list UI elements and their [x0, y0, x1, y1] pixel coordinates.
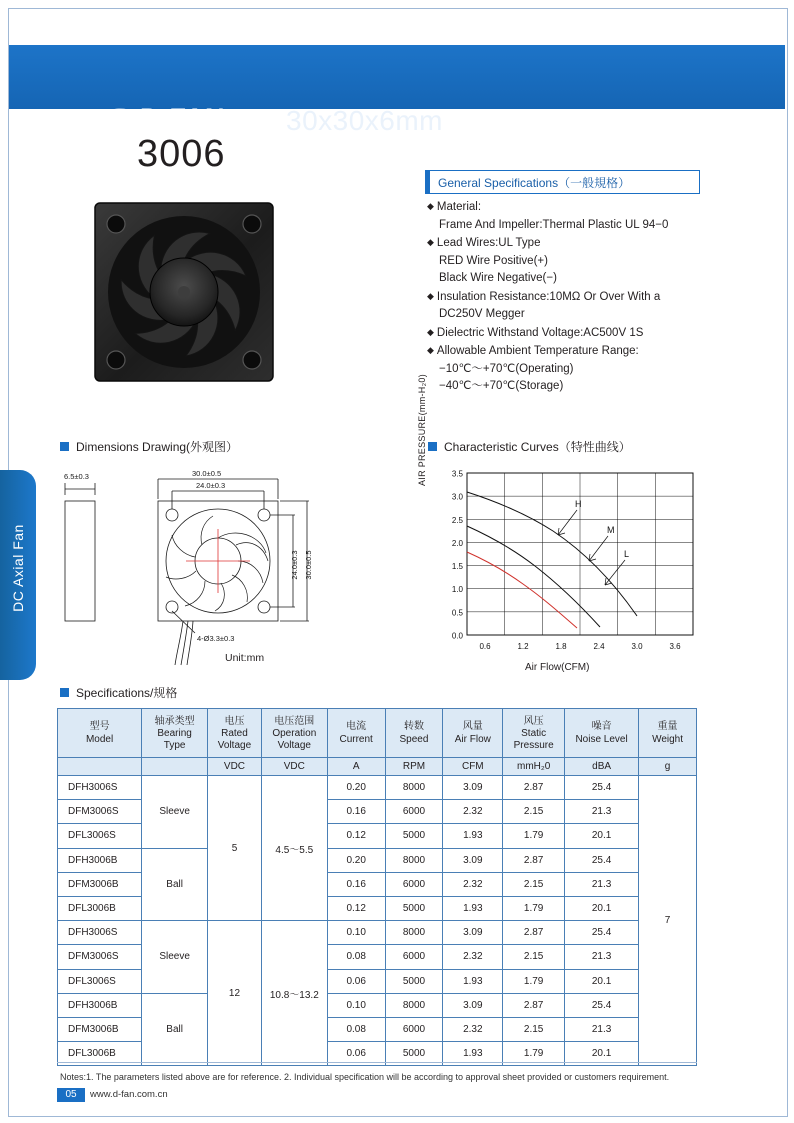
bullet-diamond-icon: ◆	[427, 237, 434, 247]
chart-x-axis-label: Air Flow(CFM)	[525, 662, 590, 673]
svg-text:1.5: 1.5	[451, 562, 463, 572]
col-header-airflow	[443, 709, 503, 758]
cell-noise: 21.3	[565, 872, 639, 896]
spec-item: −40℃～+70℃(Storage)	[439, 380, 564, 392]
cell-airflow: 2.32	[443, 800, 503, 824]
cell-noise: 21.3	[565, 945, 639, 969]
cell-current: 0.20	[327, 848, 385, 872]
svg-text:0.6: 0.6	[479, 642, 491, 651]
cell-airflow: 2.32	[443, 872, 503, 896]
dim-inner-height-label: 24.0±0.3	[290, 550, 299, 580]
svg-text:0.5: 0.5	[451, 608, 463, 618]
curve-label-h: H	[575, 499, 582, 509]
col-header-pressure-cn: 风压	[523, 715, 544, 727]
general-specifications-header	[425, 170, 700, 194]
cell-weight: 7	[639, 776, 697, 1066]
cell-pressure: 2.15	[503, 872, 565, 896]
col-header-weight-cn: 重量	[657, 721, 678, 732]
col-header-speed-en: Speed	[399, 734, 429, 745]
unit-voltage: VDC	[208, 758, 262, 776]
cell-airflow: 1.93	[443, 824, 503, 848]
cell-noise: 20.1	[565, 969, 639, 993]
cell-current: 0.08	[327, 1017, 385, 1041]
page-header	[9, 45, 785, 136]
dim-outer-height-label: 30.0±0.5	[304, 550, 313, 580]
svg-text:3.6: 3.6	[669, 642, 681, 651]
col-header-noise-cn: 噪音	[591, 721, 612, 732]
unit-operation-voltage: VDC	[261, 758, 327, 776]
page-title: 3006	[137, 133, 226, 175]
svg-text:2.5: 2.5	[451, 515, 463, 525]
cell-noise: 21.3	[565, 1017, 639, 1041]
cell-model: DFH3006B	[58, 848, 142, 872]
spec-item: RED Wire Positive(+)	[439, 254, 548, 267]
chart-y-axis-label: AIR PRESSURE(mm-H₂0)	[417, 374, 427, 487]
cell-bearing: Sleeve	[142, 776, 208, 849]
col-header-speed	[385, 709, 443, 758]
bullet-diamond-icon: ◆	[427, 290, 434, 301]
cell-current: 0.16	[327, 800, 385, 824]
unit-current: A	[327, 758, 385, 776]
cell-airflow: 3.09	[443, 776, 503, 800]
spec-item: Dielectric Withstand Voltage:AC500V 1S	[436, 326, 644, 339]
svg-text:1.2: 1.2	[517, 642, 529, 651]
cell-model: DFL3006B	[58, 1042, 142, 1066]
cell-model: DFM3006S	[58, 800, 142, 824]
spec-item: Black Wire Negative(−)	[439, 272, 557, 284]
cell-speed: 8000	[385, 776, 443, 800]
header-product-size: 30x30x6mm	[286, 105, 444, 136]
col-header-noise	[565, 709, 639, 758]
fan-swoosh-icon	[94, 106, 136, 132]
cell-noise: 25.4	[565, 848, 639, 872]
cell-pressure: 2.87	[503, 848, 565, 872]
cell-model: DFM3006B	[58, 1017, 142, 1041]
section-title: Specifications/规格	[76, 686, 178, 700]
table-row	[58, 921, 697, 945]
spec-item: Insulation Resistance:10MΩ Or Over With a	[436, 290, 661, 303]
cell-model: DFL3006S	[58, 824, 142, 848]
svg-text:2.0: 2.0	[451, 538, 463, 548]
svg-text:1.8: 1.8	[555, 642, 567, 651]
cell-current: 0.12	[327, 896, 385, 920]
cell-pressure: 1.79	[503, 1042, 565, 1066]
unit-airflow: CFM	[443, 758, 503, 776]
svg-text:0.0: 0.0	[451, 631, 463, 641]
col-header-voltage-cn: 电压	[224, 715, 245, 727]
cell-current: 0.06	[327, 969, 385, 993]
col-header-weight	[639, 709, 697, 758]
cell-model: DFM3006B	[58, 872, 142, 896]
cell-voltage: 12	[208, 921, 262, 1066]
col-header-weight-en: Weight	[652, 734, 684, 745]
col-header-speed-cn: 转数	[403, 721, 424, 732]
specifications-table	[57, 708, 697, 1066]
col-header-current-cn: 电流	[346, 721, 367, 732]
cell-operation-voltage: 4.5～5.5	[261, 776, 327, 921]
cell-noise: 20.1	[565, 1042, 639, 1066]
cell-current: 0.10	[327, 993, 385, 1017]
cell-current: 0.20	[327, 776, 385, 800]
brand-name: D-FAN	[140, 103, 225, 133]
square-bullet-icon	[60, 442, 69, 451]
cell-speed: 8000	[385, 921, 443, 945]
dim-inner-width-label: 24.0±0.3	[196, 481, 226, 490]
cell-noise: 25.4	[565, 921, 639, 945]
cell-speed: 6000	[385, 872, 443, 896]
col-header-bearing-cn: 轴承类型	[154, 715, 195, 727]
header-accent-bar	[426, 171, 430, 193]
col-header-pressure: 风压 Static Pressure	[503, 709, 565, 758]
square-bullet-icon	[60, 688, 69, 697]
cell-bearing: Sleeve	[142, 921, 208, 994]
cell-model: DFL3006S	[58, 969, 142, 993]
characteristic-curves-chart	[425, 465, 715, 680]
section-heading-specifications	[60, 684, 177, 701]
general-specifications-title: General Specifications（一般規格）	[438, 175, 631, 190]
bullet-diamond-icon: ◆	[427, 345, 434, 355]
brand-logo	[94, 103, 225, 134]
cell-airflow: 3.09	[443, 921, 503, 945]
svg-text:1.0: 1.0	[451, 585, 463, 595]
section-title: Dimensions Drawing(外观图）	[76, 440, 239, 454]
unit-bearing	[142, 758, 208, 776]
col-header-model-cn: 型号	[89, 721, 110, 732]
section-title: Characteristic Curves（特性曲线）	[444, 440, 631, 454]
svg-text:2.4: 2.4	[593, 642, 605, 651]
footer-notes: Notes:1. The parameters listed above are for reference. 2. Individual specification will be according to approval sheet provided or customers requirement.	[60, 1072, 670, 1082]
svg-text:3.0: 3.0	[631, 642, 643, 651]
cell-current: 0.08	[327, 945, 385, 969]
section-heading-curves	[428, 438, 631, 455]
dimensions-drawing	[55, 465, 385, 680]
col-header-model	[58, 709, 142, 758]
spec-item: −10℃～+70℃(Operating)	[439, 362, 574, 375]
unit-speed: RPM	[385, 758, 443, 776]
col-header-current-en: Current	[339, 734, 373, 745]
spec-item: Material:	[436, 201, 482, 213]
cell-airflow: 1.93	[443, 969, 503, 993]
cell-voltage: 5	[208, 776, 262, 921]
cell-speed: 6000	[385, 800, 443, 824]
cell-noise: 25.4	[565, 993, 639, 1017]
cell-pressure: 2.87	[503, 921, 565, 945]
cell-airflow: 2.32	[443, 1017, 503, 1041]
square-bullet-icon	[428, 442, 437, 451]
unit-weight: g	[639, 758, 697, 776]
cell-pressure: 1.79	[503, 969, 565, 993]
cell-model: DFH3006B	[58, 993, 142, 1017]
cell-speed: 5000	[385, 824, 443, 848]
cell-model: DFH3006S	[58, 776, 142, 800]
cell-speed: 5000	[385, 969, 443, 993]
col-header-operation-voltage: 电压范围 Operation Voltage	[261, 709, 327, 758]
cell-speed: 8000	[385, 848, 443, 872]
cell-speed: 5000	[385, 1042, 443, 1066]
table-row	[58, 776, 697, 800]
unit-pressure: mmH₂0	[503, 758, 565, 776]
general-specifications-list	[427, 198, 727, 396]
table-row	[58, 848, 697, 872]
cell-speed: 6000	[385, 1017, 443, 1041]
cell-noise: 20.1	[565, 824, 639, 848]
cell-speed: 8000	[385, 993, 443, 1017]
bullet-diamond-icon: ◆	[427, 201, 434, 211]
page-number-badge: 05	[57, 1088, 85, 1102]
cell-current: 0.06	[327, 1042, 385, 1066]
svg-text:3.0: 3.0	[451, 492, 463, 502]
col-header-noise-en: Noise Level	[575, 734, 628, 745]
cell-airflow: 3.09	[443, 993, 503, 1017]
dim-thickness-label: 6.5±0.3	[64, 472, 89, 481]
cell-model: DFL3006B	[58, 896, 142, 920]
dim-outer-width-label: 30.0±0.5	[192, 469, 222, 478]
cell-airflow: 2.32	[443, 945, 503, 969]
cell-pressure: 2.15	[503, 945, 565, 969]
cell-airflow: 3.09	[443, 848, 503, 872]
cell-current: 0.12	[327, 824, 385, 848]
section-heading-dimensions	[60, 438, 238, 455]
header-product-type: DC Axial Fan	[474, 114, 574, 133]
cell-bearing: Ball	[142, 848, 208, 921]
col-header-opvoltage-cn: 电压范围	[274, 715, 315, 727]
spec-item: Frame And Impeller:Thermal Plastic UL 94−0	[439, 218, 669, 231]
spec-item: Lead Wires:UL Type	[436, 237, 541, 249]
cell-model: DFM3006S	[58, 945, 142, 969]
curve-label-l: L	[624, 549, 630, 559]
footer-divider	[57, 1062, 697, 1063]
cell-pressure: 2.87	[503, 993, 565, 1017]
cell-current: 0.10	[327, 921, 385, 945]
spec-item: Allowable Ambient Temperature Range:	[436, 345, 639, 357]
col-header-voltage: 电压 Rated Voltage	[208, 709, 262, 758]
cell-current: 0.16	[327, 872, 385, 896]
cell-airflow: 1.93	[443, 896, 503, 920]
footer-url[interactable]: www.d-fan.com.cn	[90, 1089, 168, 1100]
col-header-airflow-cn: 风量	[462, 721, 483, 732]
cell-speed: 5000	[385, 896, 443, 920]
cell-pressure: 2.15	[503, 800, 565, 824]
cell-noise: 25.4	[565, 776, 639, 800]
col-header-airflow-en: Air Flow	[454, 734, 491, 745]
cell-pressure: 1.79	[503, 896, 565, 920]
svg-text:3.5: 3.5	[451, 469, 463, 479]
cell-pressure: 2.15	[503, 1017, 565, 1041]
table-row	[58, 993, 697, 1017]
unit-model	[58, 758, 142, 776]
bullet-diamond-icon: ◆	[427, 326, 434, 337]
side-tab-label: DC Axial Fan	[10, 524, 26, 612]
cell-operation-voltage: 10.8～13.2	[261, 921, 327, 1066]
spec-item: DC250V Megger	[439, 308, 525, 320]
col-header-current	[327, 709, 385, 758]
curve-label-m: M	[607, 525, 615, 535]
cell-airflow: 1.93	[443, 1042, 503, 1066]
cell-noise: 20.1	[565, 896, 639, 920]
cell-bearing: Ball	[142, 993, 208, 1066]
side-tab	[0, 470, 36, 680]
dim-hole-label: 4-Ø3.3±0.3	[197, 634, 235, 643]
unit-noise: dBA	[565, 758, 639, 776]
col-header-bearing: 轴承类型 Bearing Type	[142, 709, 208, 758]
cell-speed: 6000	[385, 945, 443, 969]
dimensions-unit-label: Unit:mm	[225, 652, 265, 664]
cell-pressure: 1.79	[503, 824, 565, 848]
product-photo	[92, 200, 276, 384]
col-header-model-en: Model	[85, 734, 114, 745]
cell-pressure: 2.87	[503, 776, 565, 800]
cell-noise: 21.3	[565, 800, 639, 824]
cell-model: DFH3006S	[58, 921, 142, 945]
